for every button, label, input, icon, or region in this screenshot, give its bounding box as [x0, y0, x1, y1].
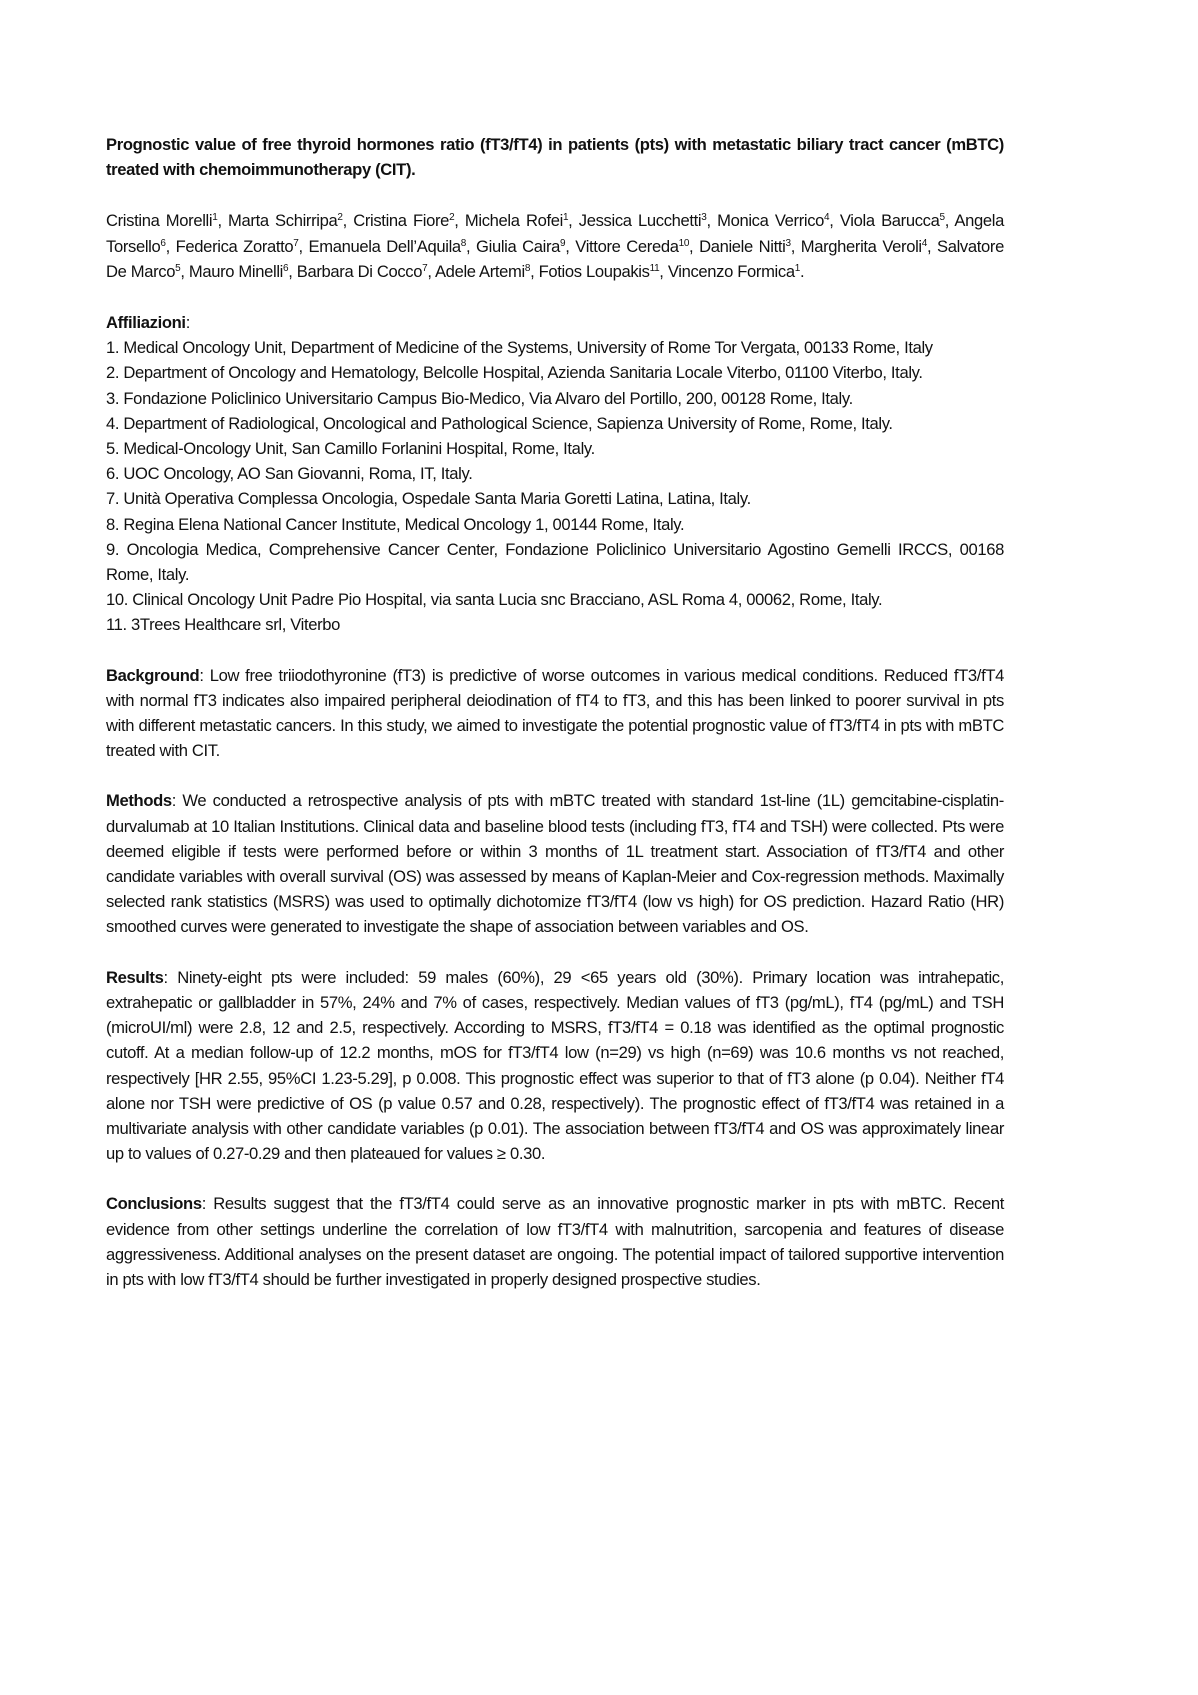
author: Cristina Fiore$^2$, — [353, 211, 465, 231]
author: Mauro Minelli$^6$, — [188, 261, 297, 281]
author: Jessica Lucchetti$^3$, — [578, 211, 718, 231]
conclusions-label: Conclusions — [106, 1194, 202, 1214]
abstract-title: Prognostic value of free thyroid hormones ratio (fT3/fT4) in patients (pts) with metastatic biliary tract cancer (mBTC) treated with chemoimmunotherapy (CIT). — [106, 135, 1004, 180]
affiliations-heading: Affiliazioni: — [106, 313, 190, 333]
affiliation-item: 7. Unità Operativa Complessa Oncologia, Ospedale Santa Maria Goretti Latina, Latina, Italy. — [106, 489, 751, 509]
affiliation-item: 11. 3Trees Healthcare srl, Viterbo — [106, 615, 341, 635]
author: Giulia Caira$^9$, — [476, 236, 576, 256]
author: Margherita Veroli$^4$, — [800, 236, 937, 256]
abstract-page — [106, 132, 1004, 1292]
author-list — [106, 208, 1004, 284]
affiliation-item: 2. Department of Oncology and Hematology, Belcolle Hospital, Azienda Sanitaria Locale Viterbo, 01100 Viterbo, Italy. — [106, 363, 923, 383]
author: Fotios Loupakis$^{11}$, — [538, 261, 668, 281]
author: Daniele Nitti$^3$, — [699, 236, 801, 256]
results-text: Ninety-eight pts were included: 59 males (60%), 29 <65 years old (30%). Primary location was intrahepatic, extrahepatic or gallbladder in 57%, 24% and 7% of cases, respectively. Median values of fT3 (pg/mL), fT4 (pg/mL) and TSH (microUI/ml) were 2.8, 12 and 2.5, respectively. According to MSRS, fT3/fT4 = 0.18 was identified as the optimal prognostic cutoff. At a median follow-up of 12.2 months, mOS for fT3/fT4 low (n=29) vs high (n=69) was 10.6 months vs not reached, respectively [HR 2.55, 95%CI 1.23-5.29], p 0.008. This prognostic effect was superior to that of fT3 alone (p 0.04). Neither fT4 alone nor TSH were predictive of OS (p value 0.57 and 0.28, respectively). The prognostic effect of fT3/fT4 was retained in a multivariate analysis with other candidate variables (p 0.01). The association between fT3/fT4 and OS was approximately linear up to values of 0.27-0.29 and then plateaued for values ≥ 0.30. — [106, 967, 1004, 1164]
author: Cristina Morelli$^1$, — [106, 211, 229, 231]
author: Marta Schirripa$^2$, — [228, 211, 354, 231]
affiliation-item: 6. UOC Oncology, AO San Giovanni, Roma, IT, Italy. — [106, 464, 473, 484]
author: Emanuela Dell’Aquila$^8$, — [308, 236, 477, 256]
conclusions-section: Conclusions: Results suggest that the fT3/fT4 could serve as an innovative prognostic marker in pts with mBTC. Recent evidence from other settings underline the correlation of low fT3/fT4 with malnutrition, sarcopenia and features of disease aggressiveness. Additional analyses on the present dataset are ongoing. The potential impact of tailored supportive intervention in pts with low fT3/fT4 should be further investigated in properly designed prospective studies. — [106, 1194, 1004, 1289]
author: Vittore Cereda$^{10}$, — [575, 236, 700, 256]
author: Michela Rofei$^1$, — [464, 211, 579, 231]
background-label: Background — [106, 665, 200, 685]
author: Monica Verrico$^4$, — [717, 211, 840, 231]
affiliation-item: 4. Department of Radiological, Oncological and Pathological Science, Sapienza University of Rome, Rome, Italy. — [106, 413, 893, 433]
author: Viola Barucca$^5$, — [839, 211, 955, 231]
affiliation-item: 3. Fondazione Policlinico Universitario Campus Bio-Medico, Via Alvaro del Portillo, 200, 00128 Rome, Italy. — [106, 388, 853, 408]
results-section: Results: Ninety-eight pts were included: 59 males (60%), 29 <65 years old (30%). Primary location was intrahepatic, extrahepatic or gallbladder in 57%, 24% and 7% of cases, respectively. Median values of fT3 (pg/mL), fT4 (pg/mL) and TSH (microUI/ml) were 2.8, 12 and 2.5, respectively. According to MSRS, fT3/fT4 = 0.18 was identified as the optimal prognostic cutoff. At a median follow-up of 12.2 months, mOS for fT3/fT4 low (n=29) vs high (n=69) was 10.6 months vs not reached, respectively [HR 2.55, 95%CI 1.23-5.29], p 0.008. This prognostic effect was superior to that of fT3 alone (p 0.04). Neither fT4 alone nor TSH were predictive of OS (p value 0.57 and 0.28, respectively). The prognostic effect of fT3/fT4 was retained in a multivariate analysis with other candidate variables (p 0.01). The association between fT3/fT4 and OS was approximately linear up to values of 0.27-0.29 and then plateaued for values ≥ 0.30. — [106, 967, 1004, 1164]
author: Vincenzo Formica$^1$. — [667, 261, 805, 281]
author: Barbara Di Cocco$^7$, — [296, 261, 435, 281]
affiliation-item: 1. Medical Oncology Unit, Department of Medicine of the Systems, University of Rome Tor Vergata, 00133 Rome, Italy — [106, 338, 933, 358]
affiliations-list — [106, 335, 1004, 637]
methods-label: Methods — [106, 791, 172, 811]
background-text: Low free triiodothyronine (fT3) is predictive of worse outcomes in various medical conditions. Reduced fT3/fT4 with normal fT3 indicates also impaired peripheral deiodination of fT4 to fT3, and this has been linked to poorer survival in pts with different metastatic cancers. In this study, we aimed to investigate the potential prognostic value of fT3/fT4 in pts with mBTC treated with CIT. — [106, 665, 1004, 761]
affiliation-item: 8. Regina Elena National Cancer Institute, Medical Oncology 1, 00144 Rome, Italy. — [106, 514, 685, 534]
author: Angela Torsello$^6$, — [106, 211, 1004, 256]
methods-section: Methods: We conducted a retrospective analysis of pts with mBTC treated with standard 1st-line (1L) gemcitabine-cisplatin-durvalumab at 10 Italian Institutions. Clinical data and baseline blood tests (including fT3, fT4 and TSH) were collected. Pts were deemed eligible if tests were performed before or within 3 months of 1L treatment start. Association of fT3/fT4 and other candidate variables with overall survival (OS) was assessed by means of Kaplan-Meier and Cox-regression methods. Maximally selected rank statistics (MSRS) was used to optimally dichotomize fT3/fT4 (low vs high) for OS prediction. Hazard Ratio (HR) smoothed curves were generated to investigate the shape of association between variables and OS. — [106, 791, 1004, 937]
results-label: Results — [106, 967, 164, 987]
conclusions-text: Results suggest that the fT3/fT4 could serve as an innovative prognostic marker in pts with mBTC. Recent evidence from other settings underline the correlation of low fT3/fT4 with malnutrition, sarcopenia and features of disease aggressiveness. Additional analyses on the present dataset are ongoing. The potential impact of tailored supportive intervention in pts with low fT3/fT4 should be further investigated in properly designed prospective studies. — [106, 1194, 1004, 1289]
author: Adele Artemi$^8$, — [434, 261, 539, 281]
methods-text: We conducted a retrospective analysis of pts with mBTC treated with standard 1st-line (1L) gemcitabine-cisplatin-durvalumab at 10 Italian Institutions. Clinical data and baseline blood tests (including fT3, fT4 and TSH) were collected. Pts were deemed eligible if tests were performed before or within 3 months of 1L treatment start. Association of fT3/fT4 and other candidate variables with overall survival (OS) was assessed by means of Kaplan-Meier and Cox-regression methods. Maximally selected rank statistics (MSRS) was used to optimally dichotomize fT3/fT4 (low vs high) for OS prediction. Hazard Ratio (HR) smoothed curves were generated to investigate the shape of association between variables and OS. — [106, 791, 1004, 937]
background-section: Background: Low free triiodothyronine (fT3) is predictive of worse outcomes in various medical conditions. Reduced fT3/fT4 with normal fT3 indicates also impaired peripheral deiodination of fT4 to fT3, and this has been linked to poorer survival in pts with different metastatic cancers. In this study, we aimed to investigate the potential prognostic value of fT3/fT4 in pts with mBTC treated with CIT. — [106, 665, 1004, 761]
author: Federica Zoratto$^7$, — [175, 236, 309, 256]
affiliation-item: 9. Oncologia Medica, Comprehensive Cancer Center, Fondazione Policlinico Universitario Agostino Gemelli IRCCS, 00168 Rome, Italy. — [106, 539, 1004, 585]
affiliation-item: 10. Clinical Oncology Unit Padre Pio Hospital, via santa Lucia snc Bracciano, ASL Roma 4, 00062, Rome, Italy. — [106, 590, 883, 610]
affiliation-item: 5. Medical-Oncology Unit, San Camillo Forlanini Hospital, Rome, Italy. — [106, 439, 595, 459]
author: Salvatore De Marco$^5$, — [106, 236, 1004, 281]
